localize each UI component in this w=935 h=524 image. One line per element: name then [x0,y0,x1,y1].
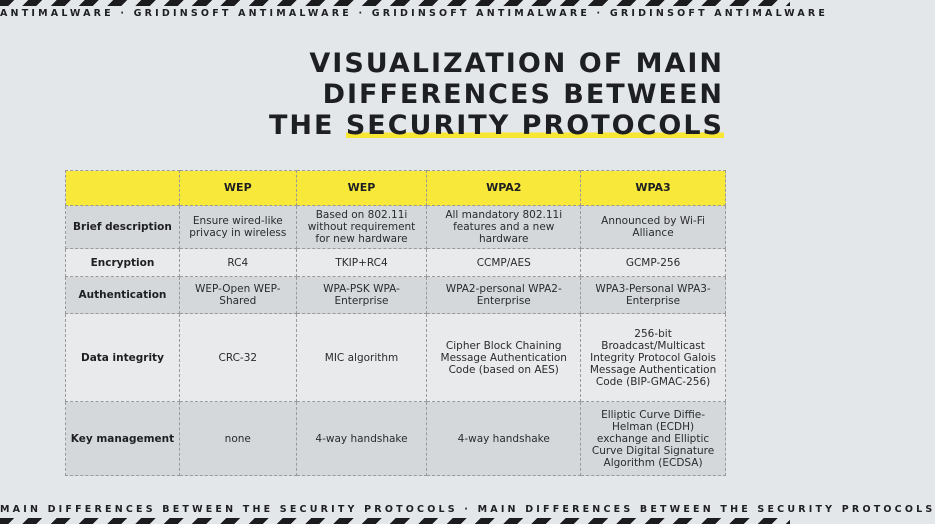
title-line-3 [269,110,724,141]
table-row [66,249,726,277]
table-cell: RC4 [179,249,296,277]
table-header-row [66,171,726,206]
bottom-ticker: MAIN DIFFERENCES BETWEEN THE SECURITY PROTOCOLS · MAIN DIFFERENCES BETWEEN THE SECURITY PROTOCOLS [0,504,935,515]
table-cell: TKIP+RC4 [296,249,427,277]
table-cell: WPA-PSK WPA-Enterprise [296,277,427,314]
title-line-1: VISUALIZATION OF MAIN [309,48,724,79]
table-row [66,277,726,314]
row-label: Encryption [66,249,180,277]
table-cell: CCMP/AES [427,249,581,277]
table-cell: WPA2-personal WPA2-Enterprise [427,277,581,314]
bottom-hazard-stripe [0,518,790,524]
header-empty [66,171,180,206]
table-cell: WPA3-Personal WPA3-Enterprise [581,277,726,314]
table-cell: Cipher Block Chaining Message Authentication Code (based on AES) [427,314,581,402]
header-wpa2: WPA2 [427,171,581,206]
table-row [66,402,726,476]
header-wep: WEP [179,171,296,206]
table-cell: All mandatory 802.11i features and a new hardware [427,206,581,249]
header-wpa: WEP [296,171,427,206]
table-cell: 4-way handshake [296,402,427,476]
row-label: Authentication [66,277,180,314]
row-label: Brief description [66,206,180,249]
table-cell: Announced by Wi-Fi Alliance [581,206,726,249]
protocols-table [65,170,726,476]
table-cell: Based on 802.11i without requirement for new hardware [296,206,427,249]
table-row [66,314,726,402]
table-cell: Elliptic Curve Diffie-Helman (ECDH) exchange and Elliptic Curve Digital Signature Algorithm (ECDSA) [581,402,726,476]
table-cell: CRC-32 [179,314,296,402]
table-row [66,206,726,249]
row-label: Data integrity [66,314,180,402]
title-line-3-start: THE [268,110,346,141]
top-ticker: ANTIMALWARE · GRIDINSOFT ANTIMALWARE · GRIDINSOFT ANTIMALWARE · GRIDINSOFT ANTIMALWARE [0,8,829,19]
page-title [269,48,724,141]
header-wpa3: WPA3 [581,171,726,206]
table-cell: 4-way handshake [427,402,581,476]
table-cell: Ensure wired-like privacy in wireless [179,206,296,249]
title-highlight: SECURITY PROTOCOLS [345,110,724,141]
table-cell: 256-bit Broadcast/Multicast Integrity Protocol Galois Message Authentication Code (BIP-GMAC-256) [581,314,726,402]
table-cell: WEP-Open WEP-Shared [179,277,296,314]
title-line-2: DIFFERENCES BETWEEN [322,79,724,110]
table-cell: none [179,402,296,476]
row-label: Key management [66,402,180,476]
table-cell: MIC algorithm [296,314,427,402]
table-cell: GCMP-256 [581,249,726,277]
